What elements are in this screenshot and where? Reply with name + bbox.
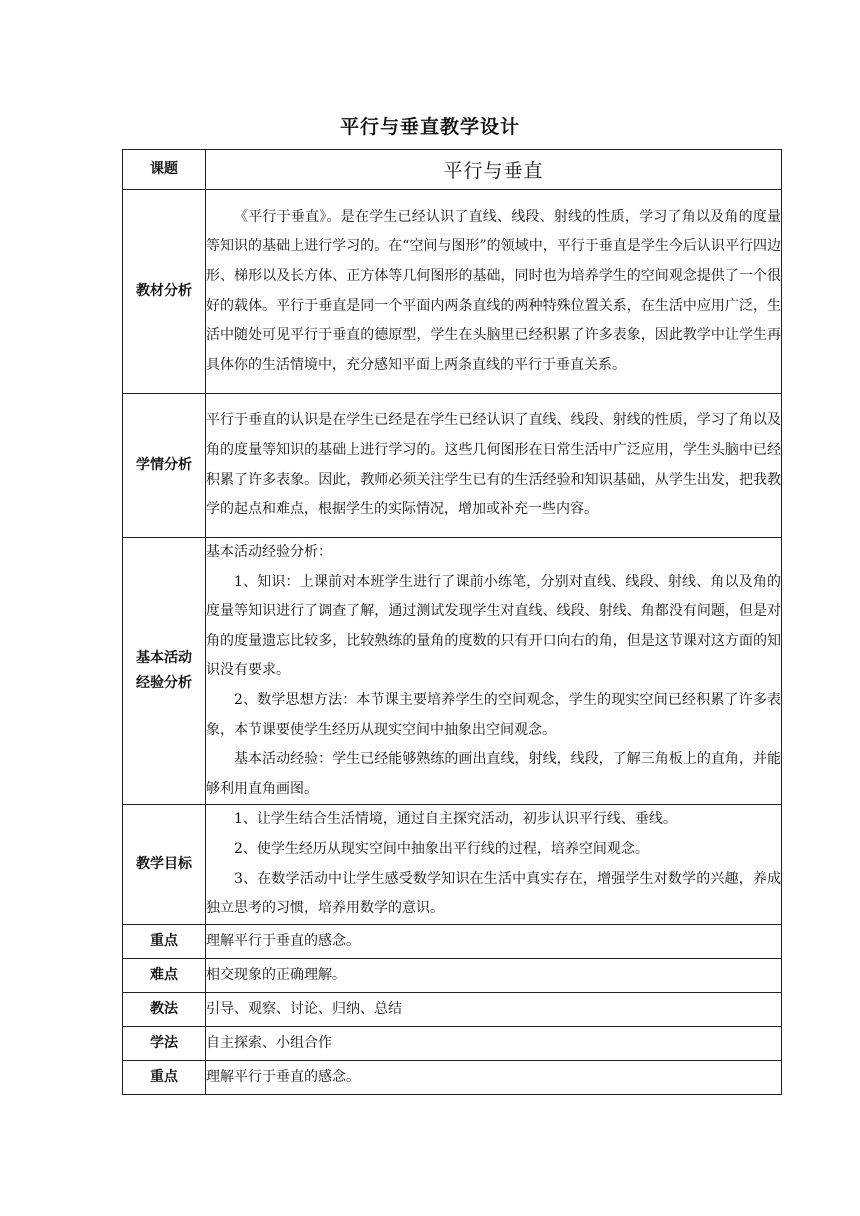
key-point-value: 理解平行于垂直的感念。	[206, 924, 782, 958]
goal-item-2: 2、使学生经历从现实空间中抽象出平行线的过程，培养空间观念。	[234, 840, 649, 857]
goal-item-3: 3、在数学活动中让学生感受数学知识在生活中真实存在，增强学生对数学的兴趣，养成独立思考的习惯，培养用数学的意识。	[206, 870, 781, 917]
table-row-key-point-repeat	[123, 1060, 782, 1094]
row-label-key-point-repeat: 重点	[123, 1060, 206, 1094]
student-analysis-content	[206, 394, 782, 538]
table-row-difficulty	[123, 958, 782, 992]
textbook-analysis-paragraph: 《平行于垂直》。是在学生已经认识了直线、线段、射线的性质，学习了角以及角的度量等知识的基础上进行学习的。在“空间与图形”的领域中，平行于垂直是学生今后认识平行四边形、梯形以及长方体、正方体等几何图形的基础，同时也为培养学生的空间观念提供了一个很好的载体。平行于垂直是同一个平面内两条直线的两种特殊位置关系，在生活中应用广泛，生活中随处可见平行于垂直的德原型，学生在头脑里已经积累了许多表象，因此教学中让学生再具体你的生活情境中，充分感知平面上两条直线的平行于垂直关系。	[206, 208, 781, 373]
activity-paragraph-method: 2、数学思想方法：本节课主要培养学生的空间观念，学生的现实空间已经积累了许多表象，本节课要使学生经历从现实空间中抽象出空间观念。	[206, 691, 781, 738]
table-row-learning-method	[123, 1026, 782, 1060]
activity-analysis-content	[206, 538, 782, 805]
table-row-textbook-analysis	[123, 190, 782, 394]
key-point-repeat-value: 理解平行于垂直的感念。	[206, 1060, 782, 1094]
table-row-teaching-goals	[123, 805, 782, 924]
activity-paragraph-experience: 基本活动经验：学生已经能够熟练的画出直线，射线，线段，了解三角板上的直角，并能够利用直角画图。	[206, 751, 781, 797]
row-label-activity-line1: 基本活动	[136, 650, 192, 667]
table-row-activity-analysis	[123, 538, 782, 805]
goal-item-1: 1、让学生结合生活情境，通过自主探究活动，初步认识平行线、垂线。	[234, 811, 677, 828]
activity-paragraph-intro: 基本活动经验分析：	[206, 544, 332, 560]
document-title: 平行与垂直教学设计	[339, 116, 520, 138]
table-row-teaching-method	[123, 992, 782, 1026]
row-label-teaching-goals: 教学目标	[123, 805, 206, 924]
lesson-plan-table	[122, 149, 782, 1095]
activity-paragraph-knowledge: 1、知识：上课前对本班学生进行了课前小练笔，分别对直线、线段、射线、角以及角的度量等知识进行了调查了解，通过测试发现学生对直线、线段、射线、角都没有问题，但是对角的度量遗忘比较多，比较熟练的量角的度数的只有开口向右的角，但是这节课对这方面的知识没有要求。	[206, 573, 781, 679]
teaching-method-value: 引导、观察、讨论、归纳、总结	[206, 992, 782, 1026]
textbook-analysis-content	[206, 190, 782, 394]
teaching-goals-content	[206, 805, 782, 924]
table-row-key-point	[123, 924, 782, 958]
row-label-activity-line2: 经验分析	[136, 675, 192, 692]
row-label-learning-method: 学法	[123, 1026, 206, 1060]
difficulty-value: 相交现象的正确理解。	[206, 958, 782, 992]
row-label-student-analysis: 学情分析	[123, 394, 206, 538]
row-label-textbook-analysis: 教材分析	[123, 190, 206, 394]
learning-method-value: 自主探索、小组合作	[206, 1026, 782, 1060]
table-row-topic	[123, 150, 782, 190]
row-label-teaching-method: 教法	[123, 992, 206, 1026]
row-label-activity-analysis	[123, 538, 206, 805]
row-label-key-point: 重点	[123, 924, 206, 958]
topic-value: 平行与垂直	[206, 150, 782, 190]
table-row-student-analysis	[123, 394, 782, 538]
row-label-difficulty: 难点	[123, 958, 206, 992]
row-label-topic: 课题	[123, 150, 206, 190]
student-analysis-paragraph: 平行于垂直的认识是在学生已经是在学生已经认识了直线、线段、射线的性质，学习了角以及角的度量等知识的基础上进行学习的。这些几何图形在日常生活中广泛应用，学生头脑中已经积累了许多表象。因此，教师必须关注学生已有的生活经验和知识基础，从学生出发，把我教学的起点和难点，根据学生的实际情况，增加或补充一些内容。	[206, 412, 781, 518]
